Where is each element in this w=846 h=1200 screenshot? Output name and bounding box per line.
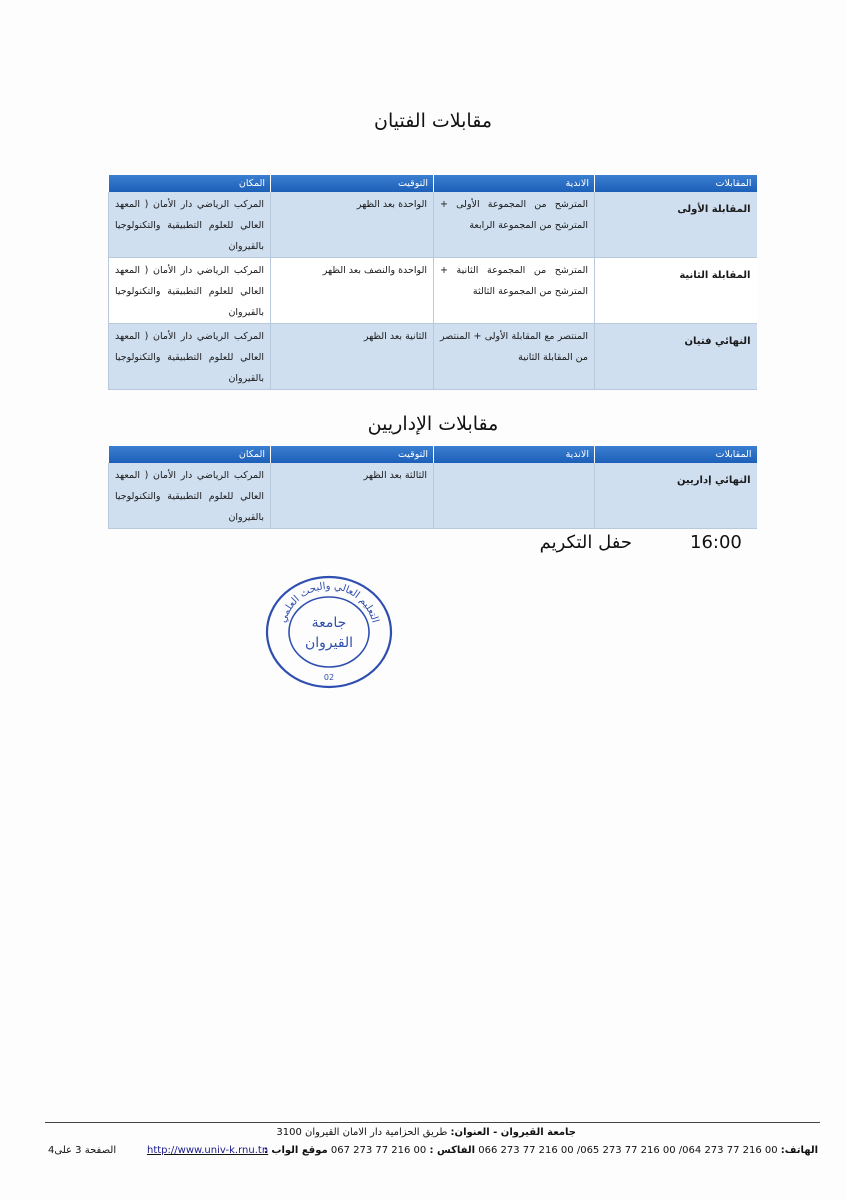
- place-cell: المركب الرياضي دار الأمان ( المعهد العالي للعلوم التطبيقية والتكنولوجيا بالقيروان: [109, 324, 271, 390]
- match-cell: المقابلة الثانية: [595, 258, 757, 324]
- time-cell: الواحدة والنصف بعد الظهر: [271, 258, 434, 324]
- clubs-cell: [434, 463, 595, 529]
- header-time: التوقيت: [271, 446, 434, 463]
- footer-address-line: [276, 1127, 576, 1138]
- boys-schedule-table: [108, 175, 757, 390]
- place-cell: المركب الرياضي دار الأمان ( المعهد العالي للعلوم التطبيقية والتكنولوجيا بالقيروان: [109, 258, 271, 324]
- stamp-line1: جامعة: [311, 615, 347, 631]
- time-cell: الثانية بعد الظهر: [271, 324, 434, 390]
- footer-org: جامعة القيروان - العنوان:: [450, 1127, 576, 1138]
- place-cell: المركب الرياضي دار الأمان ( المعهد العالي للعلوم التطبيقية والتكنولوجيا بالقيروان: [109, 463, 271, 529]
- footer-page-number: الصفحة 3 على4: [48, 1145, 117, 1156]
- match-cell: المقابلة الأولى: [595, 192, 757, 258]
- stamp-ring-text: التعليم العالي والبحث العلمي: [277, 580, 381, 625]
- footer-website-link[interactable]: http://www.univ-k.rnu.tn: [147, 1145, 269, 1156]
- official-stamp: [262, 572, 396, 692]
- time-cell: الواحدة بعد الظهر: [271, 192, 434, 258]
- ceremony-time: 16:00: [690, 532, 742, 553]
- header-place: المكان: [109, 446, 271, 463]
- footer-web-label: موقع الواب :: [263, 1145, 328, 1156]
- admins-schedule-table: [108, 446, 757, 529]
- footer-contact-line: [264, 1145, 818, 1156]
- header-clubs: الاندية: [434, 446, 595, 463]
- header-clubs: الاندية: [434, 175, 595, 192]
- header-matches: المقابلات: [595, 446, 757, 463]
- clubs-cell: المنتصر مع المقابلة الأولى + المنتصر من المقابلة الثانية: [434, 324, 595, 390]
- header-matches: المقابلات: [595, 175, 757, 192]
- table-row: [109, 192, 757, 258]
- stamp-number: 02: [323, 673, 335, 682]
- table-row: [109, 258, 757, 324]
- match-cell: النهائي إداريين: [595, 463, 757, 529]
- stamp-line2: القيروان: [304, 635, 354, 651]
- ceremony-label: حفل التكريم: [539, 532, 632, 553]
- admins-section-title: مقابلات الإداريين: [367, 413, 499, 435]
- clubs-cell: المترشح من المجموعة الأولى + المترشح من المجموعة الرابعة: [434, 192, 595, 258]
- footer-fax: 067 273 77 216 00: [330, 1145, 427, 1156]
- table-row: [109, 463, 757, 529]
- place-cell: المركب الرياضي دار الأمان ( المعهد العالي للعلوم التطبيقية والتكنولوجيا بالقيروان: [109, 192, 271, 258]
- footer-address: طريق الحزامية دار الامان القيروان 3100: [276, 1127, 448, 1138]
- match-cell: النهائي فتيان: [595, 324, 757, 390]
- table-row: [109, 324, 757, 390]
- header-place: المكان: [109, 175, 271, 192]
- table-header-row: [109, 175, 757, 192]
- footer-divider: [45, 1122, 820, 1123]
- time-cell: الثالثة بعد الظهر: [271, 463, 434, 529]
- boys-section-title: مقابلات الفتيان: [373, 110, 493, 132]
- clubs-cell: المترشح من المجموعة الثانية + المترشح من المجموعة الثالثة: [434, 258, 595, 324]
- table-header-row: [109, 446, 757, 463]
- footer-phone-label: الهاتف:: [780, 1145, 818, 1156]
- footer-fax-label: الفاكس :: [429, 1145, 476, 1156]
- footer-phones: 066 273 77 216 00 /065 273 77 216 00 /064 273 77 216 00: [478, 1145, 778, 1156]
- header-time: التوقيت: [271, 175, 434, 192]
